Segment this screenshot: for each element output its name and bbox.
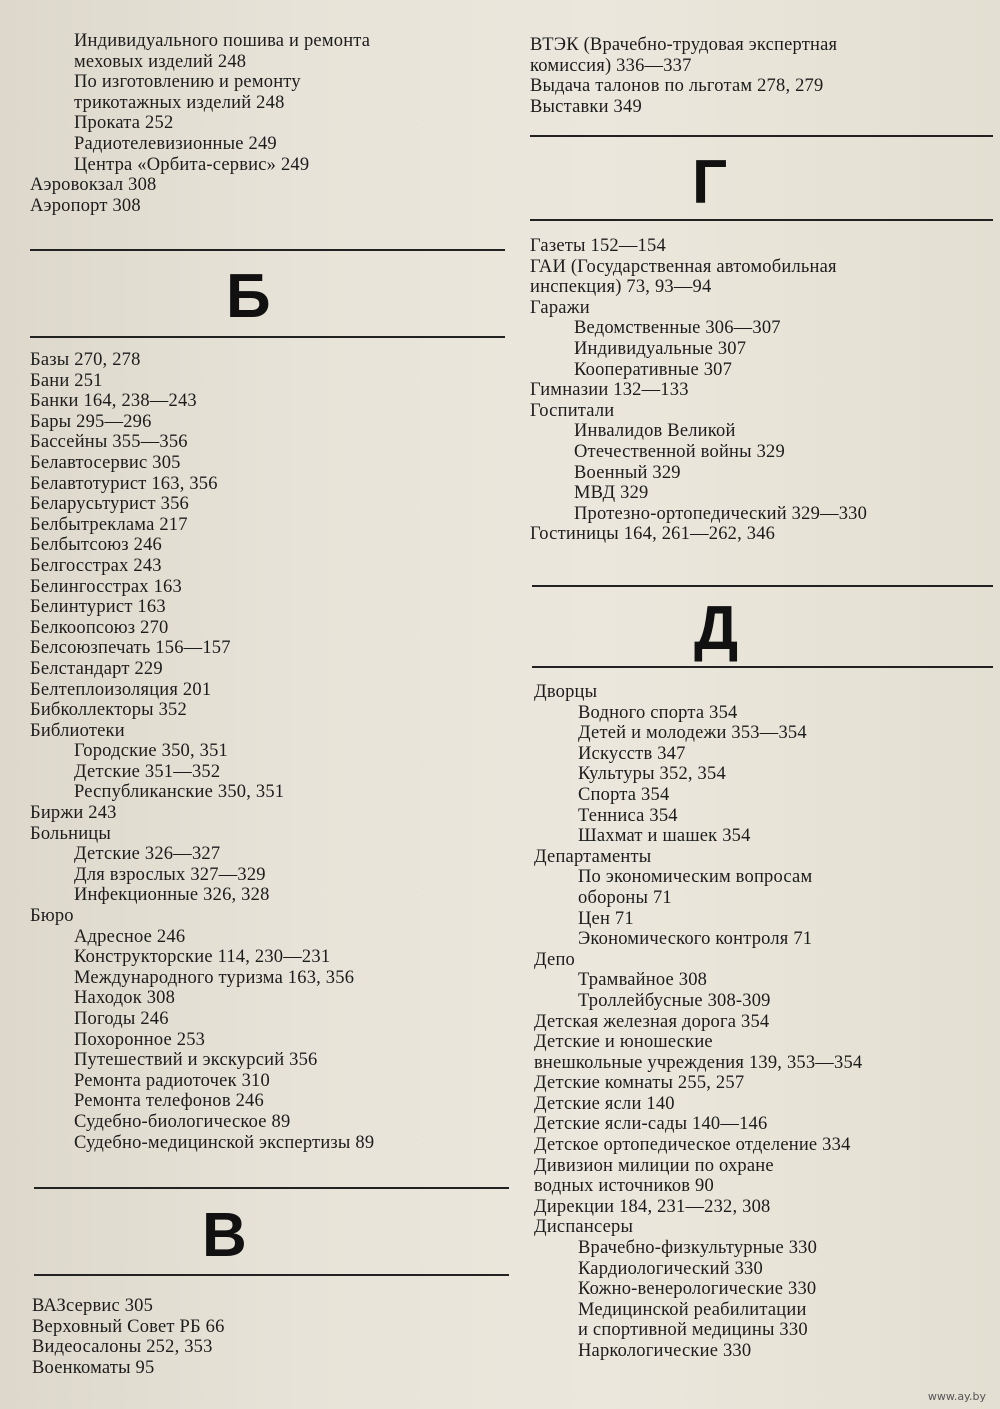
index-subentry: Городские 350, 351 — [74, 741, 228, 762]
index-entry: Детская железная дорога 354 — [534, 1011, 770, 1032]
index-subentry: Шахмат и шашек 354 — [578, 826, 751, 847]
index-subentry: Инвалидов Великой — [574, 421, 736, 442]
index-entry: Дивизион милиции по охране — [534, 1155, 774, 1176]
index-subentry: Троллейбусные 308-309 — [578, 990, 771, 1011]
index-entry: Верховный Совет РБ 66 — [32, 1316, 225, 1337]
index-entry: Дирекции 184, 231—232, 308 — [534, 1196, 771, 1217]
index-entry: ГАИ (Государственная автомобильная — [530, 256, 837, 277]
index-entry: Белтеплоизоляция 201 — [30, 679, 212, 700]
section-rule — [30, 336, 505, 338]
index-entry: Дворцы — [534, 682, 598, 702]
index-subentry: Индивидуальные 307 — [574, 338, 747, 359]
right-top-entries — [530, 35, 837, 117]
index-entry: инспекция) 73, 93—94 — [530, 277, 712, 298]
index-entry: внешкольные учреждения 139, 353—354 — [534, 1052, 863, 1073]
index-subentry: Для взрослых 327—329 — [74, 864, 266, 885]
index-subentry: МВД 329 — [574, 483, 649, 504]
index-entry: Бюро — [30, 906, 74, 927]
left-top-entries — [30, 31, 370, 216]
index-subentry: Ремонта телефонов 246 — [74, 1091, 264, 1112]
index-entry: Белсоюзпечать 156—157 — [30, 638, 231, 659]
index-subentry: Кожно-венерологические 330 — [578, 1279, 817, 1300]
index-entry: Белгосстрах 243 — [30, 555, 162, 576]
index-subentry: Протезно-ортопедический 329—330 — [574, 503, 868, 524]
index-subentry: Индивидуального пошива и ремонта — [74, 31, 371, 51]
index-entry: Белбытреклама 217 — [30, 514, 188, 535]
index-entry: Детские ясли-сады 140—146 — [534, 1114, 768, 1135]
index-subentry: Ведомственные 306—307 — [574, 318, 781, 339]
index-entry: Аэровокзал 308 — [30, 175, 157, 196]
index-entry: Детские комнаты 255, 257 — [534, 1073, 745, 1094]
index-subentry: Путешествий и экскурсий 356 — [74, 1050, 318, 1071]
index-entry: Детские ясли 140 — [534, 1093, 675, 1114]
index-subentry: Радиотелевизионные 249 — [74, 133, 277, 154]
index-subentry: Экономического контроля 71 — [578, 929, 813, 950]
index-entry: Депо — [534, 949, 576, 970]
section-letter-d: Д — [694, 594, 739, 663]
index-subentry: Проката 252 — [74, 113, 174, 134]
index-entry: ВАЗсервис 305 — [32, 1296, 154, 1316]
index-entry: Гимназии 132—133 — [530, 380, 689, 401]
section-rule — [532, 585, 993, 587]
section-d-entries — [534, 682, 862, 1362]
index-entry: Гаражи — [530, 297, 590, 318]
index-subentry: Кооперативные 307 — [574, 359, 733, 380]
watermark: www.ay.by — [927, 1390, 986, 1403]
index-subentry: По изготовлению и ремонту — [74, 72, 301, 93]
index-subentry: Культуры 352, 354 — [578, 764, 726, 785]
left-column — [30, 0, 510, 1409]
index-entry: Библиотеки — [30, 720, 125, 741]
index-subentry: обороны 71 — [578, 887, 672, 908]
index-subentry: Судебно-медицинской экспертизы 89 — [74, 1132, 375, 1153]
index-subentry: Находок 308 — [74, 988, 176, 1009]
index-subentry: Инфекционные 326, 328 — [74, 885, 270, 906]
section-g-entries — [530, 236, 867, 545]
index-entry: Детские и юношеские — [534, 1032, 713, 1053]
index-subentry: Международного туризма 163, 356 — [74, 967, 355, 988]
index-subentry: Ремонта радиоточек 310 — [74, 1070, 270, 1091]
section-letter-b: Б — [226, 262, 271, 331]
section-rule — [532, 666, 993, 668]
index-subentry: Центра «Орбита-сервис» 249 — [74, 154, 310, 175]
index-subentry: Детские 326—327 — [74, 844, 221, 865]
index-entry: Белавтотурист 163, 356 — [30, 473, 218, 494]
section-rule — [530, 219, 993, 221]
index-subentry: Конструкторские 114, 230—231 — [74, 947, 331, 968]
index-subentry: и спортивной медицины 330 — [578, 1320, 808, 1341]
index-entry: Бани 251 — [30, 370, 103, 391]
index-entry: Госпитали — [530, 400, 615, 421]
index-subentry: Судебно-биологическое 89 — [74, 1111, 291, 1132]
index-entry: Белингосстрах 163 — [30, 576, 182, 597]
index-entry: Видеосалоны 252, 353 — [32, 1337, 213, 1358]
section-v-entries — [32, 1296, 225, 1378]
index-subentry: Похоронное 253 — [74, 1029, 206, 1050]
index-subentry: Республиканские 350, 351 — [74, 782, 285, 803]
index-entry: Бассейны 355—356 — [30, 432, 188, 453]
index-entry: Департаменты — [534, 846, 652, 867]
index-entry: Базы 270, 278 — [30, 350, 141, 370]
index-subentry: Тенниса 354 — [578, 805, 678, 826]
index-subentry: Водного спорта 354 — [578, 702, 738, 723]
index-entry: комиссия) 336—337 — [530, 55, 692, 76]
index-entry: Беларусьтурист 356 — [30, 494, 189, 515]
index-entry: Выдача талонов по льготам 278, 279 — [530, 76, 824, 97]
index-subentry: Наркологические 330 — [578, 1341, 752, 1361]
section-b-entries — [30, 350, 374, 1153]
index-entry: Белавтосервис 305 — [30, 452, 181, 473]
index-subentry: Врачебно-физкультурные 330 — [578, 1238, 818, 1259]
index-entry: Белбытсоюз 246 — [30, 535, 162, 556]
index-entry: Аэропорт 308 — [30, 195, 141, 216]
index-entry: водных источников 90 — [534, 1176, 714, 1197]
index-entry: Бары 295—296 — [30, 411, 152, 432]
index-entry: Детское ортопедическое отделение 334 — [534, 1135, 851, 1156]
index-entry: Военкоматы 95 — [32, 1357, 155, 1378]
section-rule — [34, 1187, 509, 1189]
index-entry: Больницы — [30, 823, 112, 844]
index-entry: Белстандарт 229 — [30, 658, 163, 679]
index-entry: Гостиницы 164, 261—262, 346 — [530, 524, 776, 545]
index-subentry: Детские 351—352 — [74, 761, 221, 782]
index-subentry: Спорта 354 — [578, 784, 670, 805]
index-subentry: Цен 71 — [578, 908, 634, 929]
index-subentry: Кардиологический 330 — [578, 1258, 763, 1279]
index-subentry: Трамвайное 308 — [578, 970, 708, 991]
index-entry: Бибколлекторы 352 — [30, 700, 187, 721]
right-column — [530, 0, 995, 1409]
index-subentry: Детей и молодежи 353—354 — [578, 723, 807, 744]
index-entry: Биржи 243 — [30, 803, 117, 824]
index-entry: Банки 164, 238—243 — [30, 391, 197, 412]
index-entry: ВТЭК (Врачебно-трудовая экспертная — [530, 35, 838, 55]
index-subentry: Искусств 347 — [578, 743, 686, 764]
index-subentry: Погоды 246 — [74, 1009, 169, 1029]
index-entry: Газеты 152—154 — [530, 236, 666, 256]
index-subentry: Медицинской реабилитации — [578, 1299, 807, 1320]
section-letter-v: В — [202, 1201, 247, 1270]
index-entry: Белкоопсоюз 270 — [30, 617, 169, 638]
index-subentry: меховых изделий 248 — [74, 51, 247, 72]
section-rule — [530, 135, 993, 137]
index-subentry: По экономическим вопросам — [578, 867, 813, 888]
index-subentry: Адресное 246 — [74, 926, 186, 947]
index-subentry: трикотажных изделий 248 — [74, 92, 285, 113]
index-entry: Выставки 349 — [530, 96, 642, 117]
index-entry: Диспансеры — [534, 1217, 634, 1238]
section-rule — [30, 249, 505, 251]
section-rule — [34, 1274, 509, 1276]
index-entry: Белинтурист 163 — [30, 597, 166, 618]
index-subentry: Отечественной войны 329 — [574, 441, 785, 462]
index-subentry: Военный 329 — [574, 462, 681, 483]
section-letter-g: Г — [692, 148, 728, 217]
